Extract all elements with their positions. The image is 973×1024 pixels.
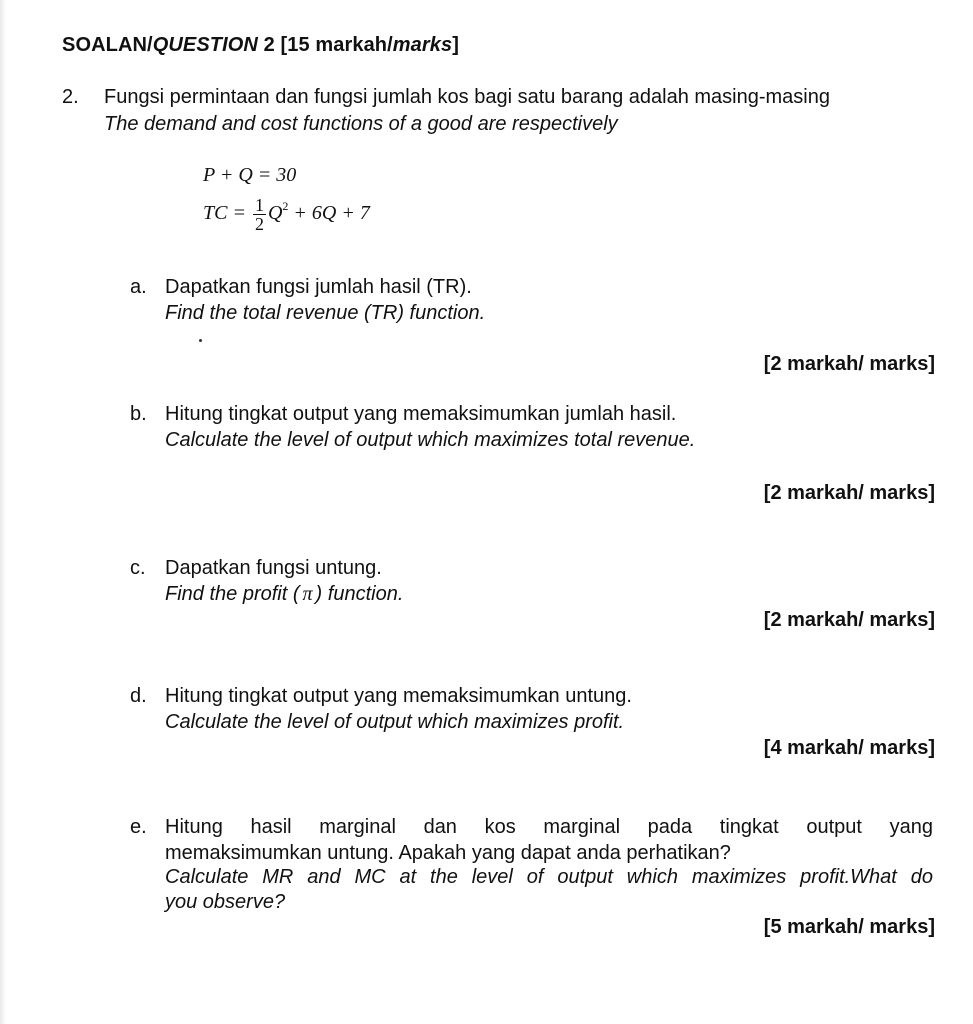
tc-fraction: [253, 196, 266, 233]
part-b-text-en: Calculate the level of output which maximizes total revenue.: [165, 429, 696, 451]
question-intro-en: The demand and cost functions of a good are respectively: [104, 113, 618, 135]
part-c-marks: [2 markah/ marks]: [763, 609, 935, 631]
part-c-letter: c.: [130, 557, 146, 579]
tc-q: Q: [267, 202, 283, 225]
heading-prefix: SOALAN/: [62, 34, 153, 56]
part-c-text-en: [165, 583, 403, 606]
question-number: 2.: [62, 86, 79, 108]
part-e-text-en-line2: you observe?: [165, 891, 286, 913]
part-a-marks: [2 markah/ marks]: [763, 353, 935, 375]
part-c-en-pre: Find the profit (: [165, 583, 300, 605]
part-a-text-ms: Dapatkan fungsi jumlah hasil (TR).: [165, 276, 472, 298]
heading-marks-word: marks: [392, 34, 453, 56]
heading-middle: 2 [15 markah/: [257, 34, 393, 56]
tc-rest: + 6Q + 7: [293, 202, 370, 225]
part-b-text-ms: Hitung tingkat output yang memaksimumkan jumlah hasil.: [165, 403, 677, 425]
part-a-letter: a.: [130, 276, 147, 298]
part-b-marks: [2 markah/ marks]: [763, 482, 935, 504]
part-d-text-en: Calculate the level of output which maximizes profit.: [165, 711, 625, 733]
part-d-text-ms: Hitung tingkat output yang memaksimumkan untung.: [165, 685, 632, 707]
question-heading: [62, 34, 459, 57]
demand-equation: P + Q = 30: [203, 164, 297, 186]
part-e-text-ms-line2: memaksimumkan untung. Apakah yang dapat anda perhatikan?: [165, 842, 731, 864]
part-c-text-ms: Dapatkan fungsi untung.: [165, 557, 382, 579]
heading-suffix: ]: [452, 34, 459, 56]
tc-left: TC =: [203, 202, 246, 225]
part-e-text-en-line1: Calculate MR and MC at the level of output which maximizes profit.What do: [165, 866, 933, 888]
stray-dot: [199, 339, 202, 342]
question-intro-ms: Fungsi permintaan dan fungsi jumlah kos bagi satu barang adalah masing-masing: [104, 86, 830, 108]
part-b-letter: b.: [130, 403, 147, 425]
tc-fraction-denominator: 2: [254, 214, 264, 234]
cost-equation: [203, 196, 370, 233]
tc-exponent: 2: [282, 199, 289, 214]
tc-fraction-numerator: 1: [254, 195, 264, 215]
part-d-letter: d.: [130, 685, 147, 707]
part-d-marks: [4 markah/ marks]: [763, 737, 935, 759]
part-e-letter: e.: [130, 816, 147, 838]
part-e-text-ms-line1: Hitung hasil marginal dan kos marginal pada tingkat output yang: [165, 816, 933, 838]
pi-symbol: π: [302, 583, 313, 605]
part-c-en-post: ) function.: [315, 583, 404, 605]
part-a-text-en: Find the total revenue (TR) function.: [165, 302, 486, 324]
heading-question-word: QUESTION: [152, 34, 258, 56]
part-e-marks: [5 markah/ marks]: [763, 916, 935, 938]
